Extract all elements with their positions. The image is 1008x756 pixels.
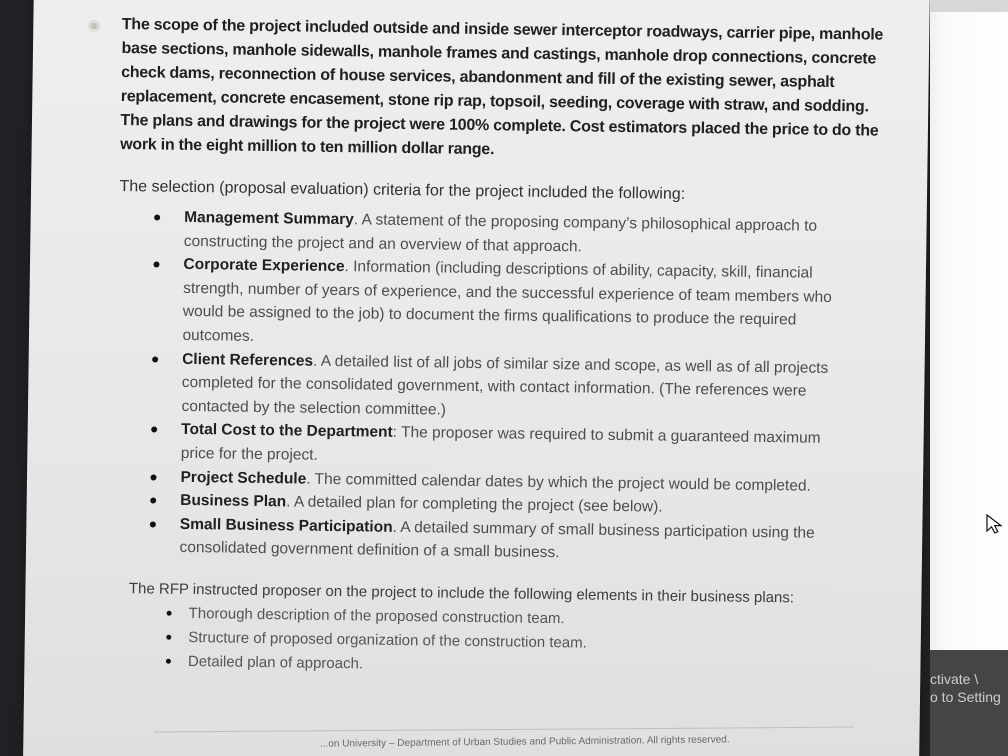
activate-line-1: ctivate \ [930, 671, 979, 687]
criteria-label: Small Business Participation [179, 515, 393, 536]
rfp-element: Detailed plan of approach. [188, 650, 873, 684]
criteria-description: . Information (including descriptions of ability, capacity, skill, financial [344, 258, 813, 282]
paragraph-line: replacement, concrete encasement, stone rip rap, topsoil, seeding, coverage with straw, and sodding. [120, 87, 869, 116]
selection-criteria-list [114, 205, 879, 569]
criteria-description: consolidated government definition of a small business. [179, 539, 560, 562]
criteria-description: price for the project. [180, 444, 318, 464]
criteria-description: : The proposer was required to submit a guaranteed maximum [392, 424, 821, 448]
criteria-label: Client References [182, 350, 314, 370]
criteria-label: Business Plan [180, 491, 287, 511]
rfp-element: Structure of proposed organization of the construction team. [188, 626, 873, 660]
criteria-description: . A statement of the proposing company’s philosophical approach to [353, 211, 818, 235]
criteria-description: . A detailed plan for completing the project (see below). [286, 493, 663, 516]
rfp-elements-list [113, 601, 874, 684]
criteria-item-small-business [179, 513, 875, 570]
criteria-label: Corporate Experience [183, 256, 345, 276]
criteria-item-client-references [181, 347, 877, 427]
selection-criteria-intro: The selection (proposal evaluation) criteria for the project included the following: [119, 177, 686, 203]
criteria-description: contacted by the selection committee.) [181, 397, 447, 419]
paragraph-line: work in the eight million to ten million dollar range. [120, 135, 495, 159]
criteria-description: . A detailed list of all jobs of similar size and scope, as well as of all projects [312, 352, 829, 377]
top-right-strip [930, 0, 1008, 12]
criteria-label: Project Schedule [180, 468, 307, 488]
activate-windows-watermark [930, 670, 1001, 706]
stamp-icon [86, 18, 102, 34]
criteria-description: . The committed calendar dates by which the project would be completed. [306, 470, 811, 495]
criteria-description: completed for the consolidated government, with contact information. (The references were [181, 374, 807, 400]
project-scope-paragraph [120, 13, 882, 168]
paragraph-line: check dams, reconnection of house services, abandonment and fill of the existing sewer, asphalt [121, 63, 835, 91]
criteria-description: . A detailed summary of small business participation using the [392, 518, 815, 542]
criteria-description: strength, number of years of experience, and the successful experience of team members who [183, 279, 832, 306]
paragraph-line: The scope of the project included outside and inside sewer interceptor roadways, carrier pipe, manhole [121, 15, 884, 44]
criteria-item-corporate-experience [182, 253, 878, 357]
criteria-description: would be assigned to the job) to document the firms qualifications to produce the required [182, 303, 797, 329]
document-footer: ...on University – Department of Urban Studies and Public Administration. All rights reserved. [319, 734, 730, 750]
document-content [113, 13, 882, 683]
mouse-pointer-icon [985, 513, 1005, 535]
activate-line-2: o to Setting [930, 689, 1001, 705]
paragraph-line: base sections, manhole sidewalls, manhole frames and castings, manhole drop connections, concrete [121, 39, 877, 68]
criteria-label: Management Summary [184, 208, 354, 229]
rfp-intro: The RFP instructed proposer on the project to include the following elements in their business plans: [128, 580, 795, 607]
criteria-description: outcomes. [182, 326, 255, 345]
right-gutter [930, 0, 1008, 756]
criteria-label: Total Cost to the Department [181, 421, 393, 442]
paragraph-line: The plans and drawings for the project were 100% complete. Cost estimators placed the price to do the [120, 111, 879, 140]
criteria-description: constructing the project and an overview of that approach. [183, 232, 582, 256]
rfp-element: Thorough description of the proposed construction team. [188, 602, 873, 636]
